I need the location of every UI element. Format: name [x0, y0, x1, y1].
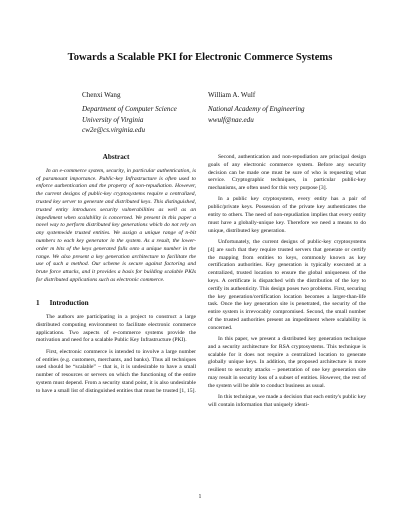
- author-affiliation: National Academy of Engineering: [208, 105, 305, 114]
- left-column: [36, 154, 196, 399]
- author-email: wwulf@nae.edu: [208, 115, 254, 124]
- paragraph: First, electronic commerce is intended to involve a large number of entities (e.g. customers, merchants, and banks). Thus all techniques used should be “scalable” – that is, it is undesirable to have a small number of resources or servers on which the functioning of the entire system must depend. From a security stand point, it is also undesirable to have a small list of distinguished entities that must be trusted [1, 15].: [36, 348, 196, 394]
- author-name: Chenxi Wang: [82, 91, 121, 99]
- author-block-1: [82, 90, 177, 136]
- paper-title: Towards a Scalable PKI for Electronic Commerce Systems: [67, 52, 333, 63]
- section-heading: [36, 300, 196, 308]
- paragraph: In this paper, we present a distributed key generation technique and a security architecture for RSA cryptosystems. This technique is scalable for it does not require a centralized location to generate globally unique keys. In addition, the proposed architecture is more resilient to security attacks – penetration of one key generation site may result in security loss of a subset of entities. However, the rest of the system will be able to conduct business as usual.: [208, 336, 366, 389]
- section-title: Introduction: [49, 299, 89, 308]
- paragraph: Unfortunately, the current designs of public-key cryptosystems [4] are such that they require trusted servers that generate or certify the mapping from entities to keys, commonly known as key certification authorities. Key generation is typically executed at a centralized, trusted location to ensure the global uniqueness of the keys. A certificate is dispatched with the distribution of the key to certify its authenticity. This design poses two problems. First, securing the key generation/certification location becomes a larger-than-life task. Once the key generation site is penetrated, the security of the entire system is irrevocably compromised. Second, the small number of the trusted authorities present an impediment where scalability is concerned.: [208, 238, 367, 331]
- author-affiliation: Department of Computer Science: [82, 105, 177, 114]
- paragraph: In a public key cryptosystem, every entity has a pair of public/private keys. Possession of the private key authenticates the entity to others. The need of non-repudiation implies that every entity must have a globally-unique key. Therefore we need a means to do unique, distributed key generation.: [208, 196, 366, 234]
- paragraph: In this technique, we made a decision that each entity's public key will contain information that uniquely identi-: [208, 394, 366, 408]
- author-email: cw2e@cs.virginia.edu: [82, 126, 145, 135]
- section-number: 1: [36, 299, 40, 308]
- page-number: 1: [198, 494, 202, 500]
- right-column: [208, 154, 366, 413]
- author-block-2: [208, 90, 305, 125]
- abstract-heading: Abstract: [102, 153, 130, 161]
- paragraph: The authors are participating in a project to construct a large distributed computing environment to facilitate electronic commerce applications. Two aspects of e-commerce systems provide the motivation and need for a scalable Public Key Infrastructure (PKI).: [36, 314, 196, 344]
- author-institution: University of Virginia: [82, 115, 144, 124]
- author-name: William A. Wulf: [208, 91, 256, 99]
- abstract-text: In an e-commerce system, security, in particular authentication, is of paramount importance. Public-key Infrastructure is often used to enforce authentication and the property of non-repudiation. However, the current designs of public-key cryptosystems require a centralized, trusted key server to generate and distributed keys. This distinguished, trusted entity introduces security vulnerabilities as well as an impediment when scalability is concerned. We present in this paper a novel way to perform distributed key generations which do not rely on any systemwide trusted entities. We assign a unique range of n-bit numbers to each key generator in the system. As a result, the lower-order m bits of the keys generated falls onto a unique number in the range. We also present a key generation architecture to facilitate the use of such a method. Our scheme is secure against factoring and brute force attacks, and it provides a basis for building scalable PKIs for distributed applications such as electronic commerce.: [36, 167, 196, 283]
- paragraph: Second, authentication and non-repudiation are principal design goals of any electronic commerce system. Before any security decision can be made one must be sure of who is requesting what service. Cryptographic techniques, in particular public-key mechanisms, are often used for this very purpose [3].: [208, 154, 366, 192]
